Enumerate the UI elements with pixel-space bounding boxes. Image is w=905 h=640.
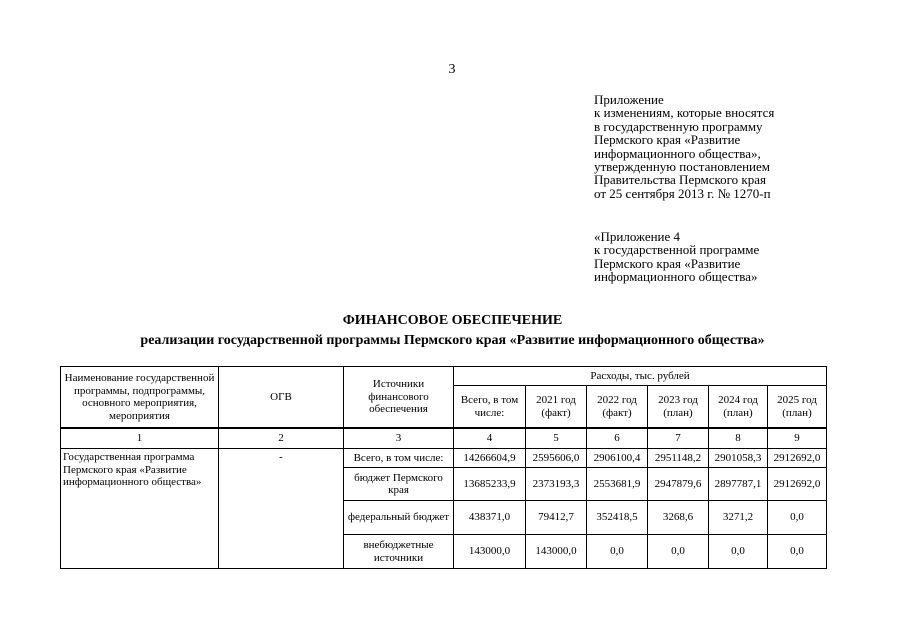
annex-line: в государственную программу [594,118,763,134]
value-cell: 3271,2 [709,501,768,535]
value-cell: 0,0 [768,535,827,569]
financing-table [60,366,827,569]
annex-line: Пермского края «Развитие [594,132,741,148]
header-source: Источники финансового обеспечения [344,367,454,429]
header-2022: 2022 год (факт) [587,386,648,429]
column-number: 8 [709,428,768,449]
column-number: 3 [344,428,454,449]
column-number: 2 [219,428,344,449]
column-number: 4 [454,428,526,449]
value-cell: 2901058,3 [709,449,768,468]
document-title: ФИНАНСОВОЕ ОБЕСПЕЧЕНИЕ [342,313,563,328]
header-ogv: ОГВ [219,367,344,429]
value-cell: 2897787,1 [709,468,768,501]
value-cell: 2947879,6 [648,468,709,501]
column-number: 5 [526,428,587,449]
source-cell: внебюджетные источники [344,535,454,569]
annex-line: к изменениям, которые вносятся [594,105,775,121]
value-cell: 0,0 [768,501,827,535]
column-number: 1 [61,428,219,449]
source-cell: Всего, в том числе: [344,449,454,468]
header-total: Всего, в том числе: [454,386,526,429]
value-cell: 352418,5 [587,501,648,535]
header-expenses: Расходы, тыс. рублей [454,367,827,386]
value-cell: 0,0 [587,535,648,569]
value-cell: 0,0 [648,535,709,569]
column-number: 6 [587,428,648,449]
header-2023: 2023 год (план) [648,386,709,429]
value-cell: 3268,6 [648,501,709,535]
value-cell: 2912692,0 [768,449,827,468]
value-cell: 2595606,0 [526,449,587,468]
document-subtitle: реализации государственной программы Пермского края «Развитие информационного общества» [140,333,765,348]
column-number: 9 [768,428,827,449]
header-2025: 2025 год (план) [768,386,827,429]
header-name: Наименование государственной программы, подпрограммы, основного мероприятия, мероприятия [61,367,219,429]
annex-block [594,93,894,200]
page-number: 3 [448,62,456,77]
source-cell: федеральный бюджет [344,501,454,535]
value-cell: 143000,0 [526,535,587,569]
source-cell: бюджет Пермского края [344,468,454,501]
value-cell: 2373193,3 [526,468,587,501]
value-cell: 2951148,2 [648,449,709,468]
annex4-line: к государственной программе [594,242,760,258]
annex-line: Приложение [594,92,664,107]
value-cell: 2906100,4 [587,449,648,468]
annex4-block [594,230,894,284]
annex-line: информационного общества», [594,145,761,161]
value-cell: 14266604,9 [454,449,526,468]
annex4-line: Пермского края «Развитие [594,255,741,271]
program-ogv: - [219,449,344,569]
value-cell: 2912692,0 [768,468,827,501]
header-2024: 2024 год (план) [709,386,768,429]
annex-line: от 25 сентября 2013 г. № 1270-п [594,185,771,201]
value-cell: 13685233,9 [454,468,526,501]
value-cell: 0,0 [709,535,768,569]
value-cell: 79412,7 [526,501,587,535]
header-2021: 2021 год (факт) [526,386,587,429]
annex-line: Правительства Пермского края [594,172,766,188]
value-cell: 2553681,9 [587,468,648,501]
annex4-line: «Приложение 4 [594,229,681,244]
annex4-line: информационного общества» [594,269,758,285]
annex-line: утвержденную постановлением [594,159,771,175]
value-cell: 438371,0 [454,501,526,535]
value-cell: 143000,0 [454,535,526,569]
program-name: Государственная программа Пермского края «Развитие информационного общества» [61,449,219,569]
column-number: 7 [648,428,709,449]
table-row [61,449,827,468]
